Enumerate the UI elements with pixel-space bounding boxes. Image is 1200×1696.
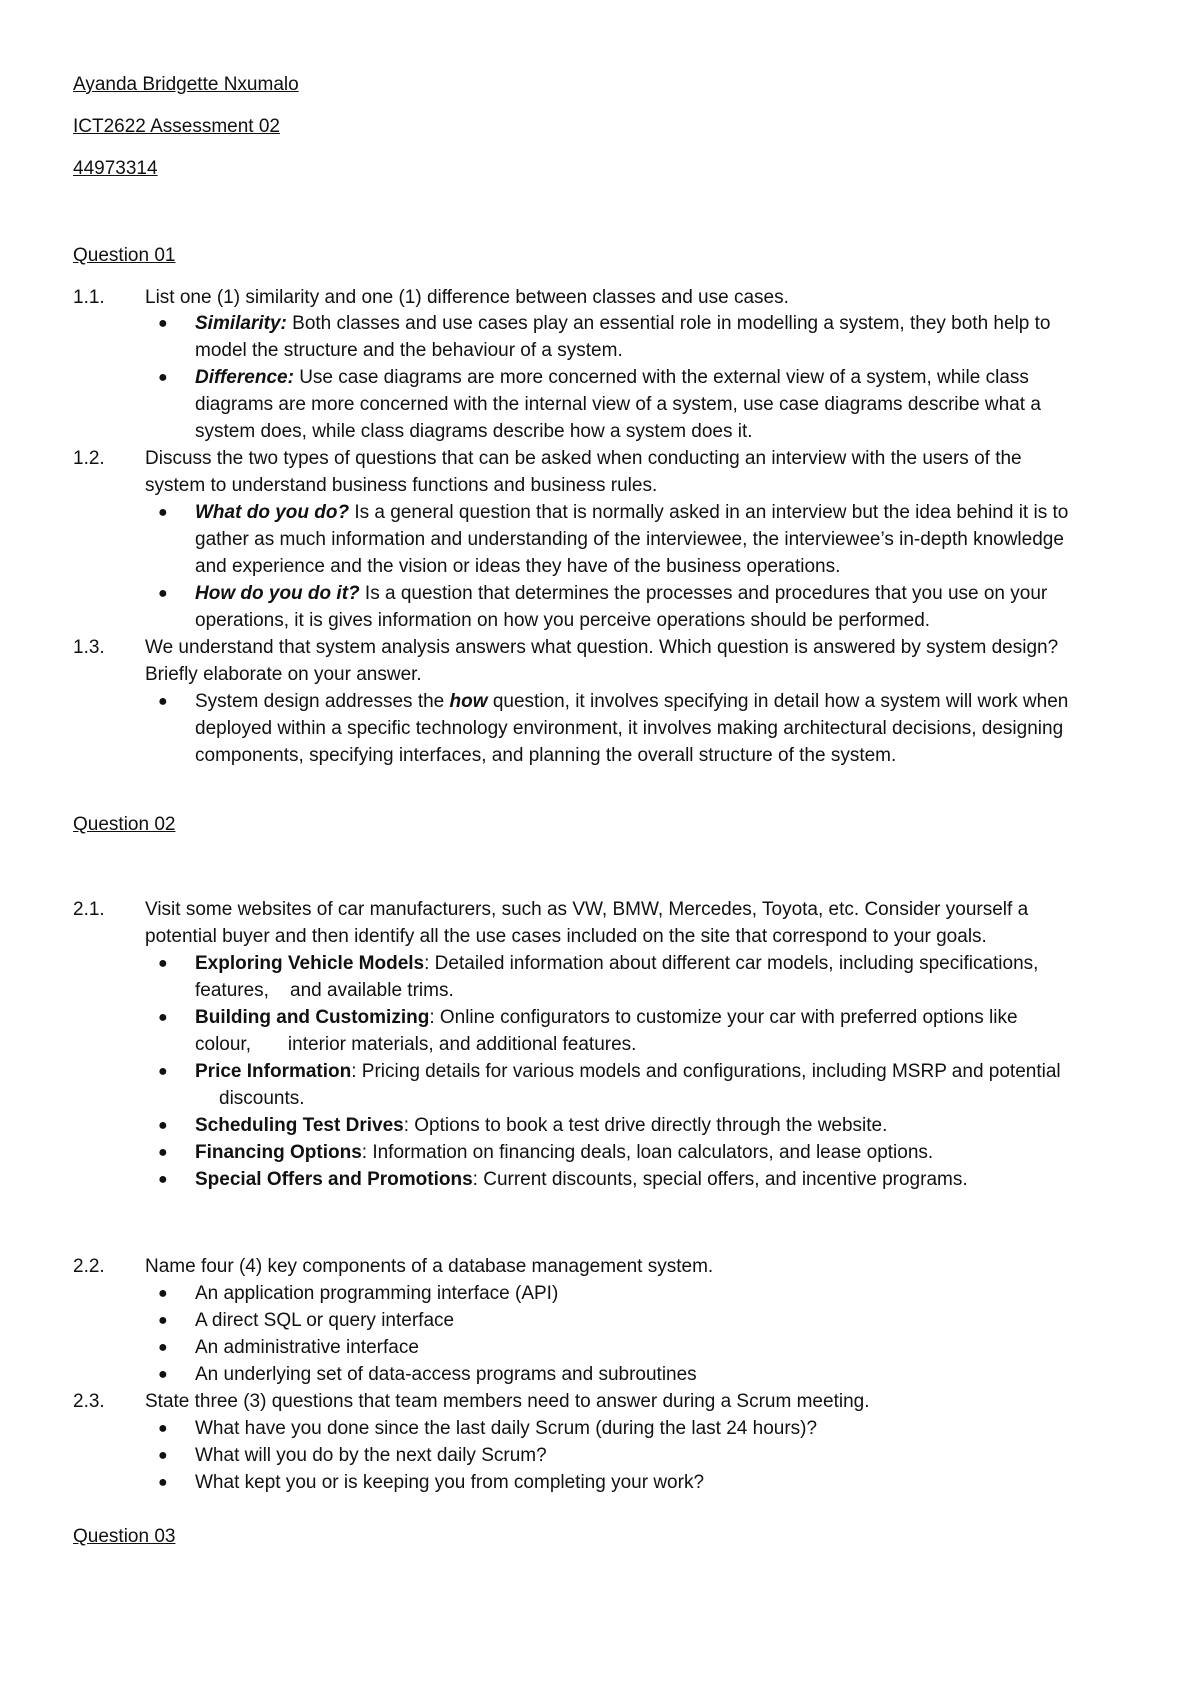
bullet-icon: ●	[158, 1474, 168, 1491]
item-text: Visit some websites of car manufacturers, such as VW, BMW, Mercedes, Toyota, etc. Consider yourself a	[145, 899, 1029, 920]
item-number: 1.3.	[73, 637, 105, 658]
list-item: An administrative interface	[195, 1337, 419, 1358]
list-item-continuation: deployed within a specific technology environment, it involves making architectural decisions, designing	[195, 718, 1064, 739]
list-item-continuation: features, and available trims.	[195, 980, 454, 1001]
item-text: Discuss the two types of questions that can be asked when conducting an interview with the users of the	[145, 448, 1022, 469]
bullet-icon: ●	[158, 1063, 168, 1080]
student-number: 44973314	[73, 158, 158, 179]
bullet-icon: ●	[158, 1339, 168, 1356]
bullet-icon: ●	[158, 1312, 168, 1329]
list-item: What kept you or is keeping you from completing your work?	[195, 1472, 705, 1493]
list-item: Scheduling Test Drives: Options to book a test drive directly through the website.	[195, 1115, 888, 1136]
list-item: Building and Customizing: Online configurators to customize your car with preferred options like	[195, 1007, 1018, 1028]
list-item: What do you do? Is a general question that is normally asked in an interview but the idea behind it is to	[195, 502, 1069, 523]
bullet-icon: ●	[158, 1447, 168, 1464]
list-item-continuation: and experience and the vision or ideas they have of the business operations.	[195, 556, 841, 577]
bullet-icon: ●	[158, 1117, 168, 1134]
list-item: What have you done since the last daily Scrum (during the last 24 hours)?	[195, 1418, 818, 1439]
list-item-continuation: model the structure and the behaviour of a system.	[195, 340, 623, 361]
item-number: 2.3.	[73, 1391, 105, 1412]
bullet-icon: ●	[158, 369, 168, 386]
list-item: What will you do by the next daily Scrum?	[195, 1445, 547, 1466]
item-text: State three (3) questions that team members need to answer during a Scrum meeting.	[145, 1391, 870, 1412]
item-text: Name four (4) key components of a database management system.	[145, 1256, 714, 1277]
bullet-icon: ●	[158, 1366, 168, 1383]
list-item-continuation: colour, interior materials, and additional features.	[195, 1034, 637, 1055]
bullet-icon: ●	[158, 1171, 168, 1188]
item-number: 1.2.	[73, 448, 105, 469]
bullet-icon: ●	[158, 585, 168, 602]
question-02-heading: Question 02	[73, 814, 176, 835]
item-text-continuation: system to understand business functions and business rules.	[145, 475, 658, 496]
list-item-continuation: discounts.	[219, 1088, 305, 1109]
question-03-heading: Question 03	[73, 1526, 176, 1547]
list-item: Exploring Vehicle Models: Detailed information about different car models, including specifications,	[195, 953, 1039, 974]
list-item-continuation: gather as much information and understanding of the interviewee, the interviewee’s in-depth knowledge	[195, 529, 1064, 550]
bullet-icon: ●	[158, 1420, 168, 1437]
list-item-continuation: operations, it is gives information on how you perceive operations should be performed.	[195, 610, 931, 631]
bullet-icon: ●	[158, 1144, 168, 1161]
bullet-icon: ●	[158, 315, 168, 332]
list-item: How do you do it? Is a question that determines the processes and procedures that you use on your	[195, 583, 1048, 604]
bullet-icon: ●	[158, 693, 168, 710]
item-number: 1.1.	[73, 287, 105, 308]
item-text-continuation: Briefly elaborate on your answer.	[145, 664, 422, 685]
item-text: List one (1) similarity and one (1) difference between classes and use cases.	[145, 287, 789, 308]
list-item: An underlying set of data-access programs and subroutines	[195, 1364, 697, 1385]
list-item: Difference: Use case diagrams are more concerned with the external view of a system, while class	[195, 367, 1029, 388]
list-item: A direct SQL or query interface	[195, 1310, 455, 1331]
list-item: Price Information: Pricing details for various models and configurations, including MSRP and potential	[195, 1061, 1061, 1082]
list-item: System design addresses the how question, it involves specifying in detail how a system will work when	[195, 691, 1069, 712]
list-item-continuation: components, specifying interfaces, and planning the overall structure of the system.	[195, 745, 897, 766]
item-number: 2.1.	[73, 899, 105, 920]
author-name: Ayanda Bridgette Nxumalo	[73, 74, 299, 95]
item-text-continuation: potential buyer and then identify all the use cases included on the site that correspond to your goals.	[145, 926, 987, 947]
item-number: 2.2.	[73, 1256, 105, 1277]
bullet-icon: ●	[158, 955, 168, 972]
list-item-continuation: diagrams are more concerned with the internal view of a system, use case diagrams describe what a	[195, 394, 1041, 415]
list-item: Special Offers and Promotions: Current discounts, special offers, and incentive programs.	[195, 1169, 968, 1190]
course-title: ICT2622 Assessment 02	[73, 116, 280, 137]
list-item: Similarity: Both classes and use cases play an essential role in modelling a system, they both help to	[195, 313, 1051, 334]
bullet-icon: ●	[158, 1285, 168, 1302]
item-text: We understand that system analysis answers what question. Which question is answered by system design?	[145, 637, 1059, 658]
bullet-icon: ●	[158, 1009, 168, 1026]
list-item: An application programming interface (API)	[195, 1283, 559, 1304]
list-item: Financing Options: Information on financing deals, loan calculators, and lease options.	[195, 1142, 934, 1163]
list-item-continuation: system does, while class diagrams describe how a system does it.	[195, 421, 753, 442]
question-01-heading: Question 01	[73, 245, 176, 266]
bullet-icon: ●	[158, 504, 168, 521]
